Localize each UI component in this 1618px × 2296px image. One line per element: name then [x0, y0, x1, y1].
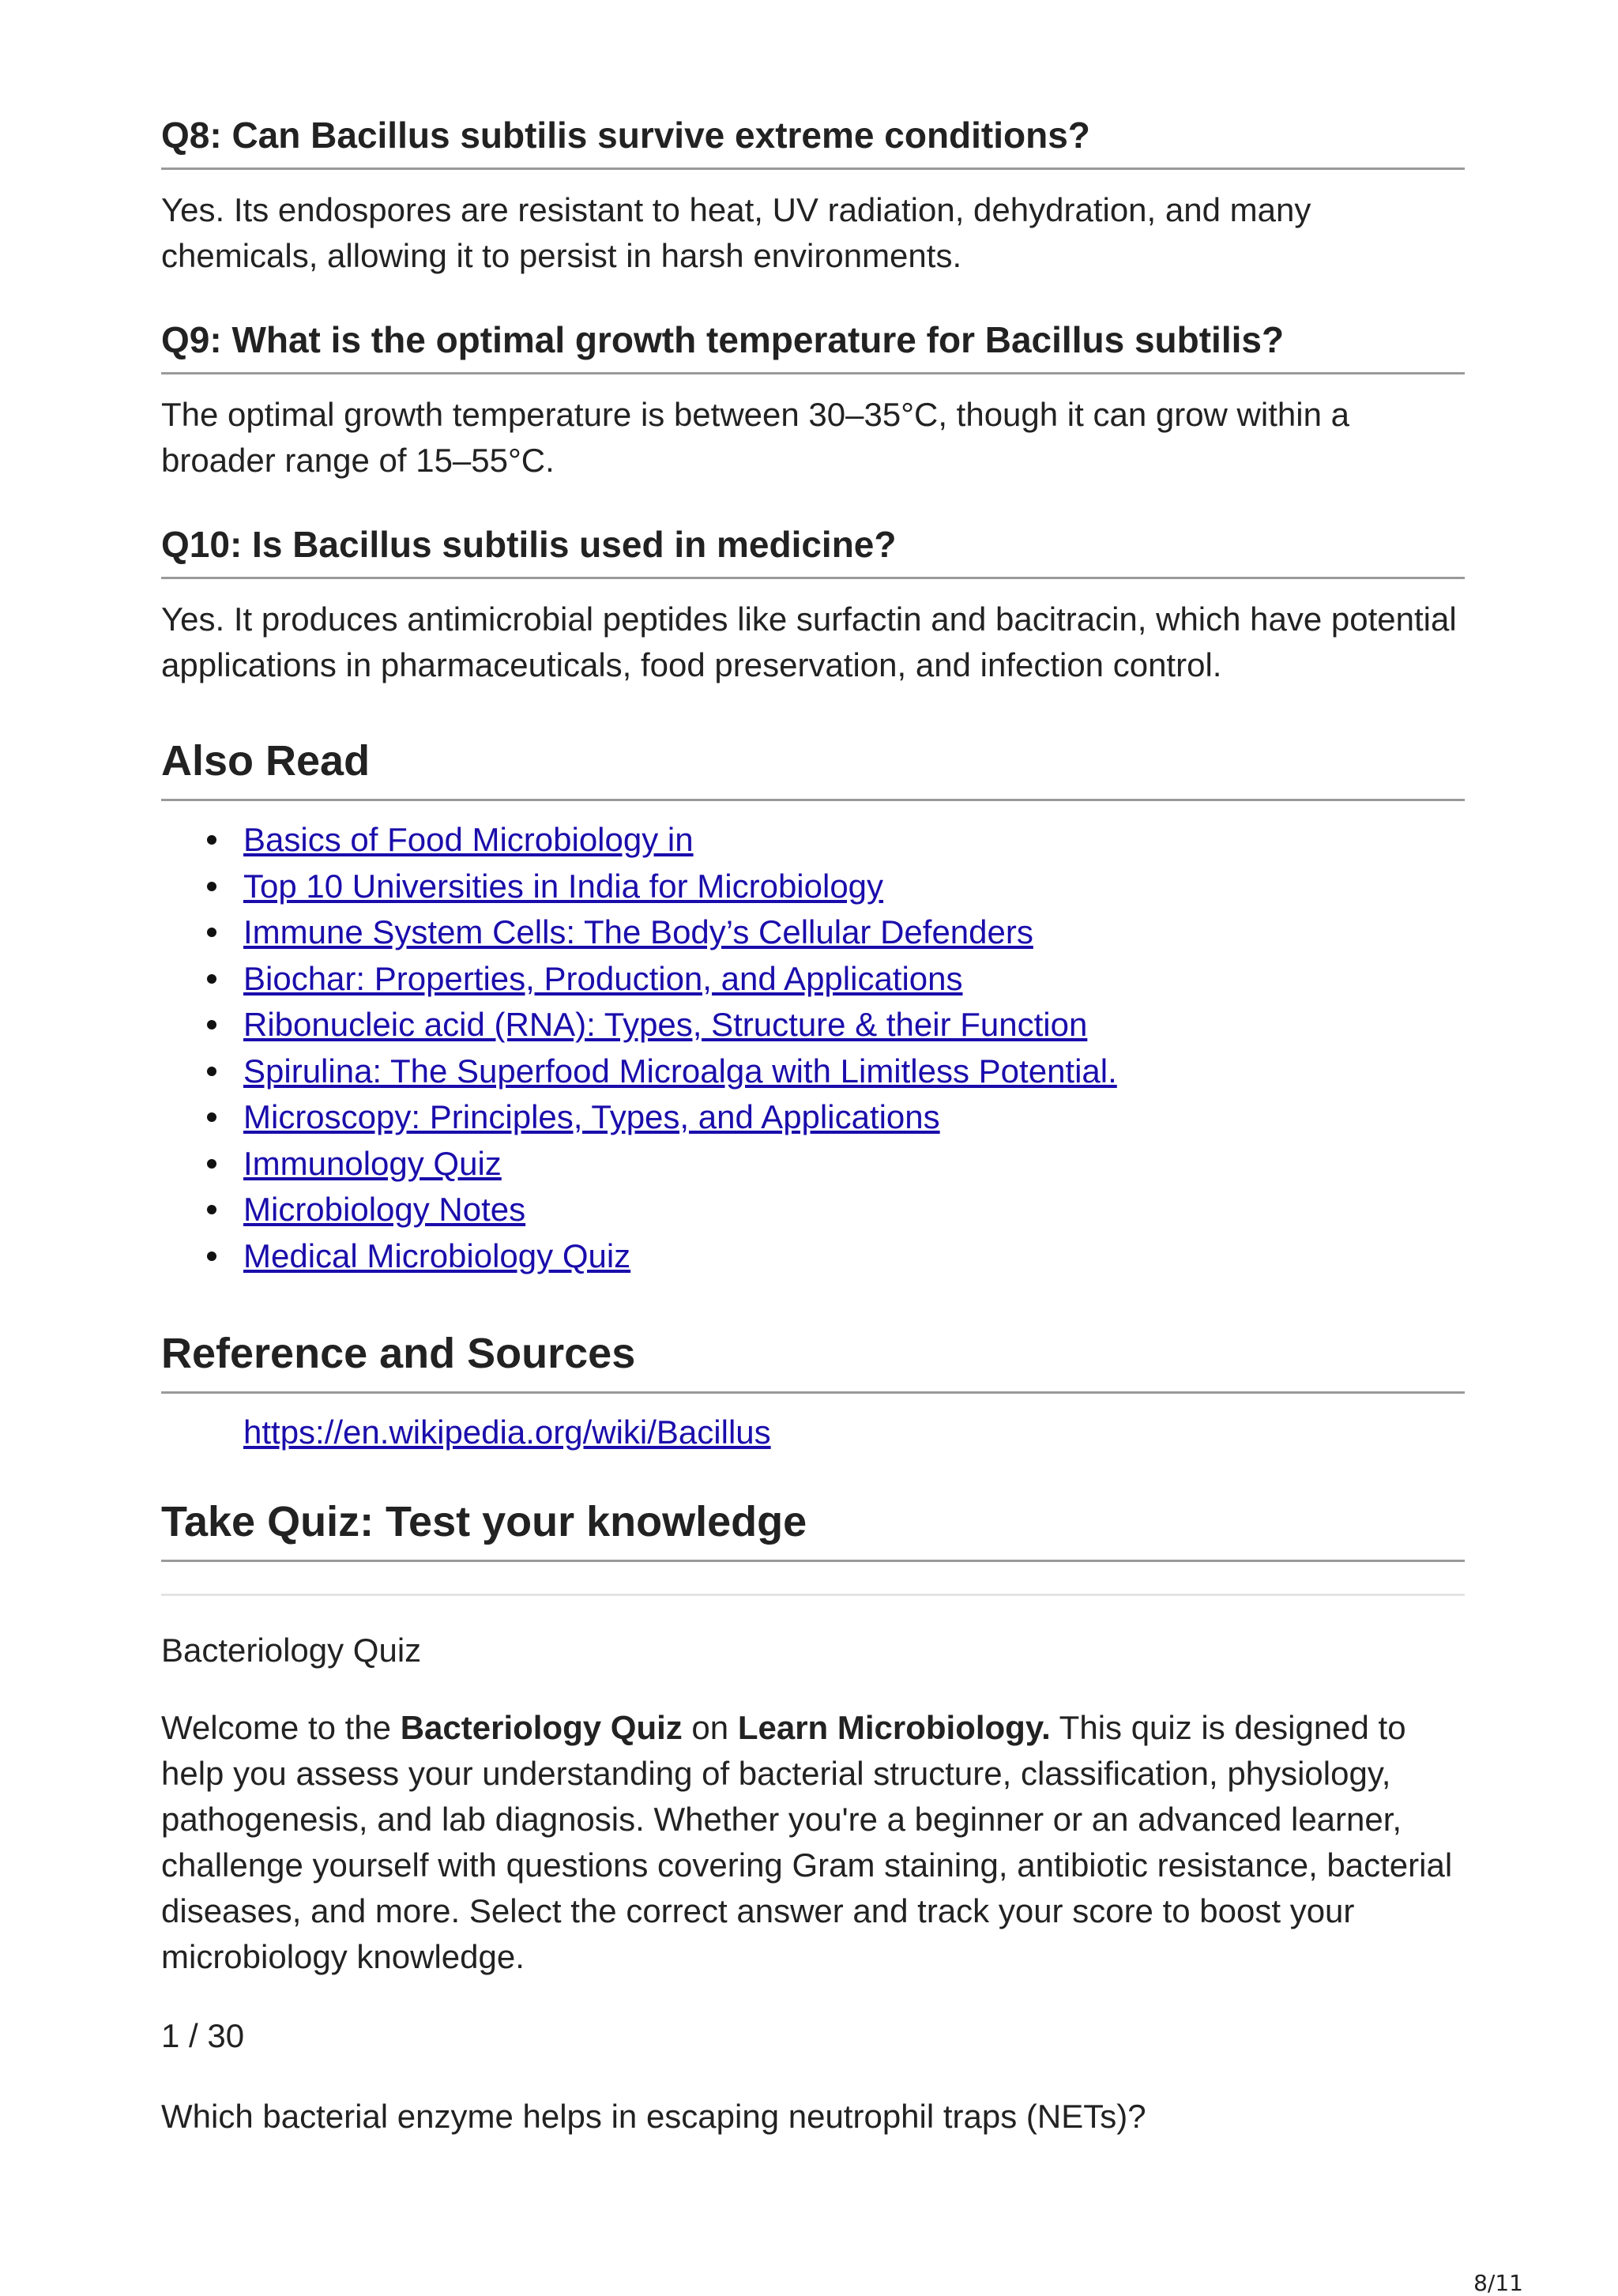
also-read-link[interactable]: Microscopy: Principles, Types, and Applications [243, 1098, 940, 1135]
list-item [161, 1094, 1465, 1141]
divider [161, 1594, 1465, 1596]
quiz-intro [161, 1705, 1465, 1980]
quiz-intro-text: Welcome to the [161, 1709, 401, 1746]
also-read-link[interactable]: Ribonucleic acid (RNA): Types, Structure & their Function [243, 1006, 1088, 1043]
faq-answer-8: Yes. Its endospores are resistant to heat, UV radiation, dehydration, and many chemicals, allowing it to persist in harsh environments. [161, 191, 1311, 274]
list-item [161, 956, 1465, 1003]
bullet-icon [207, 1205, 216, 1214]
faq-question-8: Q8: Can Bacillus subtilis survive extreme conditions? [161, 112, 1465, 170]
references-heading: Reference and Sources [161, 1327, 1465, 1394]
quiz-section-heading: Take Quiz: Test your knowledge [161, 1495, 1465, 1562]
bullet-icon [207, 1159, 216, 1169]
list-item [161, 1233, 1465, 1280]
bullet-icon [207, 1112, 216, 1122]
also-read-list [161, 817, 1465, 1279]
quiz-progress: 1 / 30 [161, 2017, 245, 2054]
quiz-intro-text: This quiz is designed to help you assess your understanding of bacterial structure, classification, physiology, pathogenesis, and lab diagnosis. Whether you're a beginner or an advanced learner, challenge yourself with questions covering Gram staining, antibiotic resistance, bacterial diseases, and more. Select the correct answer and track your score to boost your microbiology knowledge. [161, 1709, 1453, 1975]
also-read-link[interactable]: Immune System Cells: The Body’s Cellular Defenders [243, 913, 1033, 950]
bullet-icon [207, 835, 216, 845]
also-read-link[interactable]: Biochar: Properties, Production, and Applications [243, 959, 963, 997]
also-read-heading: Also Read [161, 734, 1465, 801]
bullet-icon [207, 928, 216, 937]
also-read-link[interactable]: Medical Microbiology Quiz [243, 1236, 631, 1274]
bullet-icon [207, 974, 216, 984]
faq-question-10: Q10: Is Bacillus subtilis used in medicine? [161, 521, 1465, 579]
faq-question-9: Q9: What is the optimal growth temperature for Bacillus subtilis? [161, 317, 1465, 375]
faq-answer-10: Yes. It produces antimicrobial peptides like surfactin and bacitracin, which have potential applications in pharmaceuticals, food preservation, and infection control. [161, 600, 1457, 683]
quiz-intro-text: on [682, 1709, 738, 1746]
article-content [161, 0, 1465, 2140]
also-read-link[interactable]: Basics of Food Microbiology in [243, 821, 694, 858]
page-number: 8/11 [1473, 2270, 1523, 2296]
also-read-link[interactable]: Spirulina: The Superfood Microalga with Limitless Potential. [243, 1052, 1117, 1090]
quiz-name: Bacteriology Quiz [400, 1709, 683, 1746]
bullet-icon [207, 882, 216, 891]
list-item [161, 1187, 1465, 1233]
also-read-link[interactable]: Immunology Quiz [243, 1144, 502, 1182]
list-item [161, 909, 1465, 956]
quiz-question: Which bacterial enzyme helps in escaping neutrophil traps (NETs)? [161, 2098, 1146, 2135]
site-name: Learn Microbiology. [737, 1709, 1051, 1746]
also-read-link[interactable]: Top 10 Universities in India for Microbiology [243, 867, 884, 905]
list-item [161, 1002, 1465, 1048]
also-read-link[interactable]: Microbiology Notes [243, 1191, 526, 1228]
list-item [161, 817, 1465, 864]
bullet-icon [207, 1020, 216, 1029]
list-item [161, 1141, 1465, 1188]
list-item [161, 1048, 1465, 1095]
quiz-title: Bacteriology Quiz [161, 1632, 422, 1669]
reference-link[interactable]: https://en.wikipedia.org/wiki/Bacillus [243, 1413, 771, 1451]
bullet-icon [207, 1252, 216, 1261]
bullet-icon [207, 1067, 216, 1076]
list-item [161, 864, 1465, 910]
faq-answer-9: The optimal growth temperature is between 30–35°C, though it can grow within a broader range of 15–55°C. [161, 396, 1349, 479]
